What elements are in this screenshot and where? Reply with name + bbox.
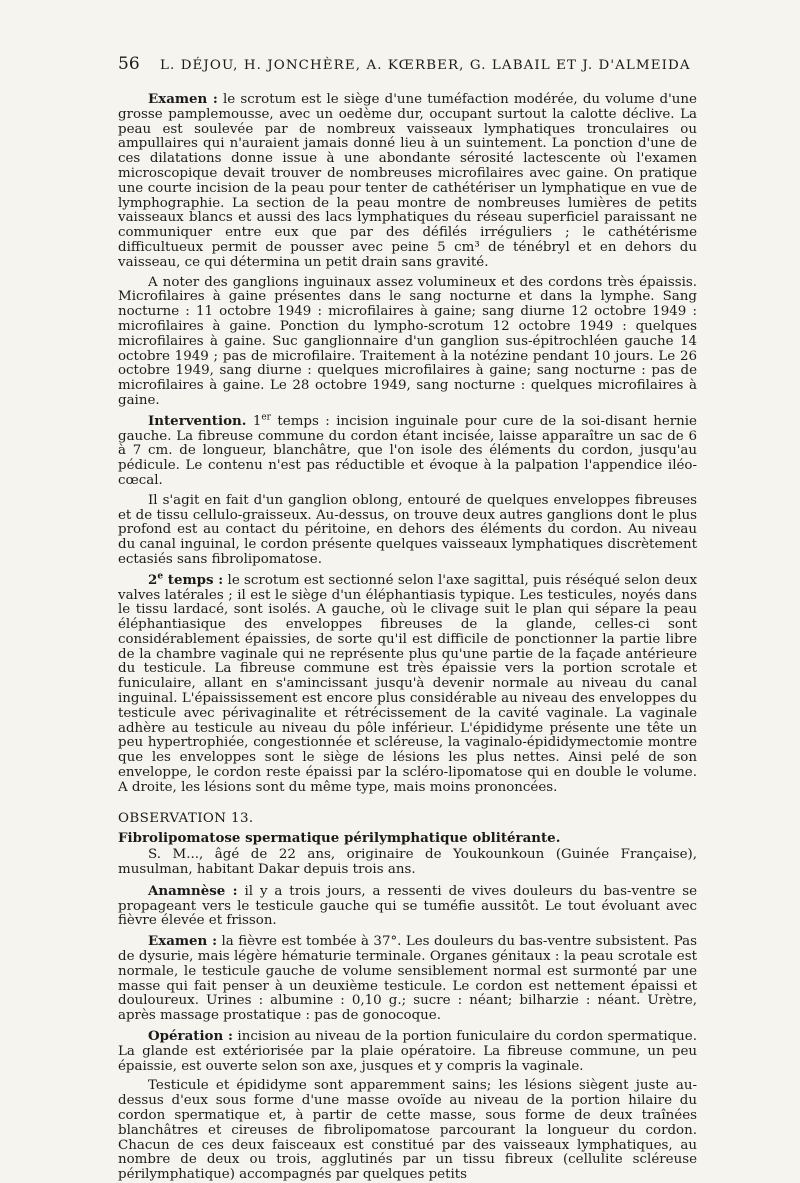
paragraph-label (148, 572, 223, 588)
ordinal: 1 (252, 413, 262, 429)
observation-intro: S. M..., âgé de 22 ans, originaire de Youkounkoun (Guinée Française), musulman, habitant Dakar depuis trois ans. (118, 847, 697, 878)
paragraph-label: Examen : (148, 933, 218, 950)
ordinal: 2 (148, 571, 158, 588)
paragraph-testicule: Testicule et épididyme sont apparemment sains; les lésions siègent juste au-dessus d'eux sous forme d'une masse ovoïde au niveau de la portion hilaire du cordon spermatique et, à partir de cette masse, sous forme de deux traînées blanchâtres et cireuses de fibrolipomatose parcourant la longueur du cordon. Chacun de ces deux faisceaux est constitué par des vaisseaux lymphatiques, au nombre de deux ou trois, agglutinés par un tissu fibreux (cellulite scléreuse périlymphatique) accompagnés par quelques petits (118, 1078, 697, 1183)
ordinal-suffix: e (157, 571, 164, 582)
paragraph-label: Opération : (148, 1028, 233, 1045)
paragraph-examen-2 (118, 934, 697, 1024)
page-number: 56 (118, 54, 140, 74)
paragraph-text: le scrotum est le siège d'une tuméfaction modérée, du volume d'une grosse pamplemousse, avec un oedème dur, occupant surtout la calotte déclive. La peau est soulevée par de nombreux vaisseaux lymphatiques tronculaires ou ampullaires qui n'auraient jamais donné lieu à un suintement. La ponction d'une de ces dilatations donne issue à une abondante sérosité lactescente où l'examen microscopique devait trouver de nombreuses microfilaires avec gaine. On pratique une courte incision de la peau pour tenter de cathétériser un lymphatique en vue de lymphographie. La section de la peau montre de nombreuses lumières de petits vaisseaux blancs et aussi des lacs lymphatiques du réseau superficiel paraissant ne communiquer entre eux que par des défilés irréguliers ; le cathétérisme difficultueux permit de pousser avec peine 5 cm³ de ténébryl et en dehors du vaisseau, ce qui détermina un petit drain sans gravité. (118, 92, 697, 270)
paragraph-text: le scrotum est sectionné selon l'axe sagittal, puis réséqué selon deux valves latérales ; il est le siège d'un éléphantiasis typique. Les testicules, noyés dans le tissu lardacé, sont isolés. A gauche, où le clivage suit le plan qui sépare la peau éléphantiasique des enveloppes fibreuses de la glande, celles-ci sont considérablement épaissies, de sorte qu'il est difficile de ponctionner la partie libre de la chambre vaginale qui ne représente plus qu'une partie de la façade antérieure du testicule. La fibreuse commune est très épaissie vers la portion scrotale et funiculaire, allant en s'amincissant jusqu'à devenir normale au niveau du canal inguinal. L'épaississement est encore plus considérable au niveau des enveloppes du testicule avec périvaginalite et rétrécissement de la cavité vaginale. La vaginale adhère au testicule au niveau du pôle inférieur. L'épididyme présente une tête un peu hypertrophiée, congestionnée et scléreuse, la vaginalo-épididymectomie montre que les enveloppes sont le siège de lésions les plus nettes. Ainsi pelé de son enveloppe, le cordon reste épaissi par la scléro-lipomatose qui en double le volume. A droite, les lésions sont du même type, mais moins prononcées. (118, 572, 697, 795)
paragraph-text: la fièvre est tombée à 37°. Les douleurs du bas-ventre subsistent. Pas de dysurie, mais légère hématurie terminale. Organes génitaux : la peau scrotale est normale, le testicule gauche de volume sensiblement normal est surmonté par une masse qui fait penser à un deuxième testicule. Le cordon est nettement épaissi et douloureux. Urines : albumine : 0,10 g.; sucre : néant; bilharzie : néant. Urètre, après massage prostatique : pas de gonocoque. (118, 934, 697, 1024)
label-text: temps : (163, 571, 224, 588)
paragraph-ganglion: Il s'agit en fait d'un ganglion oblong, entouré de quelques enveloppes fibreuses et de tissu cellulo-graisseux. Au-dessus, on trouve deux autres ganglions dont le plus profond est au contact du péritoine, en dehors des éléments du cordon. Au niveau du canal inguinal, le cordon présente quelques vaisseaux lymphatiques discrètement ectasiés sans fibrolipomatose. (118, 492, 697, 567)
paragraph-second-temps (118, 573, 697, 796)
paragraph-label: Anamnèse : (148, 882, 238, 899)
paragraph-operation (118, 1029, 697, 1074)
paragraph-text: incision au niveau de la portion funiculaire du cordon spermatique. La glande est extériorisée par la plaie opératoire. La fibreuse commune, un peu épaissie, est ouverte selon son axe, jusques et y compris la vaginale. (118, 1029, 697, 1074)
paragraph-intervention (118, 414, 697, 489)
observation-heading: OBSERVATION 13. (118, 810, 254, 826)
ordinal-suffix: er (261, 412, 271, 423)
paragraph-microfilaires: A noter des ganglions inguinaux assez volumineux et des cordons très épaissis. Microfilaires à gaine présentes dans le sang nocturne et dans la lymphe. Sang nocturne : 11 octobre 1949 : microfilaires à gaine; sang diurne 12 octobre 1949 : microfilaires à gaine. Ponction du lympho-scrotum 12 octobre 1949 : quelques microfilaires à gaine. Suc ganglionnaire d'un ganglion sus-épitrochléen gauche 14 octobre 1949 ; pas de microfilaire. Traitement à la notézine pendant 10 jours. Le 26 octobre 1949, sang diurne : quelques microfilaires à gaine; sang nocturne : pas de microfilaires à gaine. Le 28 octobre 1949, sang nocturne : quelques microfilaires à gaine. (118, 274, 697, 408)
paragraph-text: il y a trois jours, a ressenti de vives douleurs du bas-ventre se propageant vers le testicule gauche qui se tuméfie aussitôt. Le tout évoluant avec fièvre élevée et frisson. (118, 883, 697, 929)
running-header (118, 54, 697, 84)
paragraph-anamnese (118, 884, 697, 929)
paragraph-text: temps : incision inguinale pour cure de la soi-disant hernie gauche. La fibreuse commune du cordon étant incisée, laisse apparaître un sac de 6 à 7 cm. de longueur, blanchâtre, que l'on isole des éléments du cordon, jusqu'au pédicule. Le contenu n'est pas réductible et évoque à la palpation l'appendice iléo-cœcal. (118, 413, 697, 488)
paragraph-label: Intervention. (148, 412, 247, 429)
paragraph-examen-1 (118, 92, 697, 271)
observation-title: Fibrolipomatose spermatique périlymphatique oblitérante. (118, 830, 561, 847)
header-authors: L. DÉJOU, H. JONCHÈRE, A. KŒRBER, G. LABAIL ET J. D'ALMEIDA (160, 58, 691, 73)
paragraph-label: Examen : (148, 91, 218, 107)
